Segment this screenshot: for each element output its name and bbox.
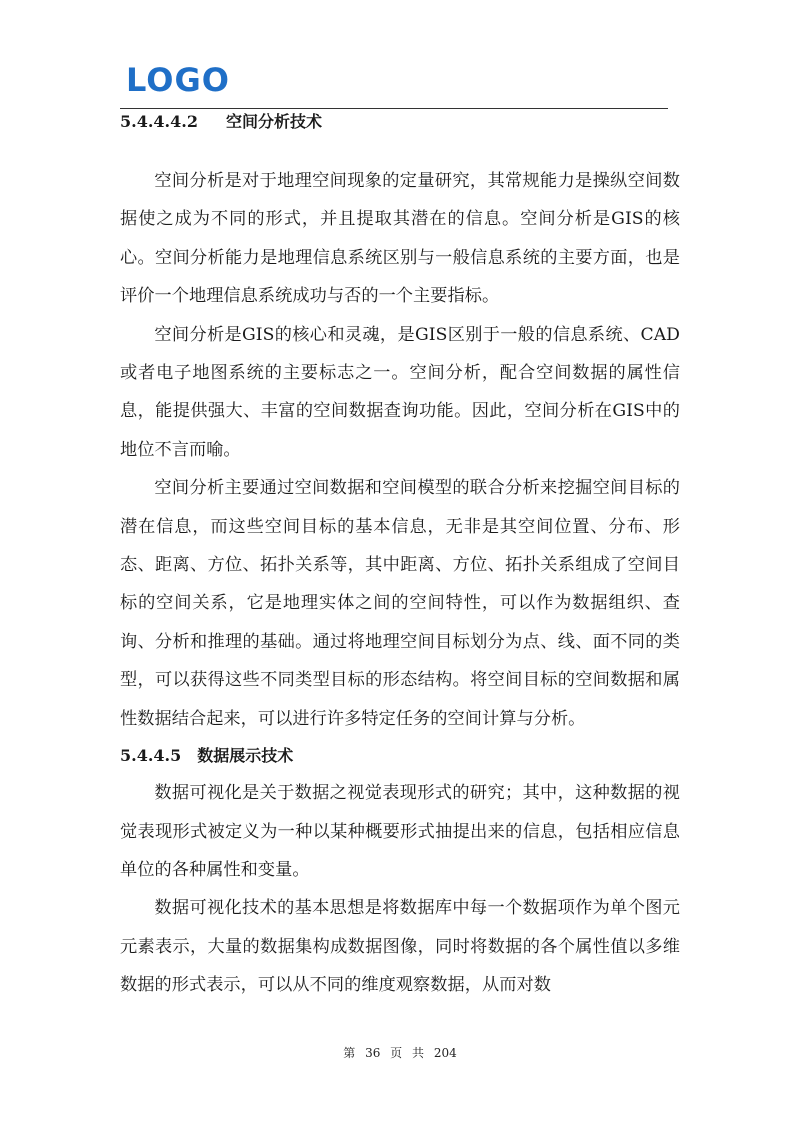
page-header (120, 60, 668, 109)
paragraph: 空间分析是对于地理空间现象的定量研究，其常规能力是操纵空间数据使之成为不同的形式，并且提取其潜在的信息。空间分析是GIS的核心。空间分析能力是地理信息系统区别与一般信息系统的主要方面，也是评价一个地理信息系统成功与否的一个主要指标。 (120, 171, 680, 307)
page-footer (0, 1044, 800, 1061)
paragraph: 数据可视化技术的基本思想是将数据库中每一个数据项作为单个图元元素表示，大量的数据集构成数据图像，同时将数据的各个属性值以多维数据的形式表示，可以从不同的维度观察数据，从而对数 (120, 898, 680, 996)
section-title: 空间分析技术 (225, 112, 322, 131)
page-unit: 页 (390, 1046, 403, 1060)
paragraph: 空间分析主要通过空间数据和空间模型的联合分析来挖掘空间目标的潜在信息，而这些空间目标的基本信息，无非是其空间位置、分布、形态、距离、方位、拓扑关系等，其中距离、方位、拓扑关系组成了空间目标的空间关系，它是地理实体之间的空间特性，可以作为数据组织、查询、分析和推理的基础。通过将地理空间目标划分为点、线、面不同的类型，可以获得这些不同类型目标的形态结构。将空间目标的空间数据和属性数据结合起来，可以进行许多特定任务的空间计算与分析。 (120, 478, 680, 729)
paragraph: 空间分析是GIS的核心和灵魂，是GIS区别于一般的信息系统、CAD或者电子地图系统的主要标志之一。空间分析，配合空间数据的属性信息，能提供强大、丰富的空间数据查询功能。因此，空间分析在GIS中的地位不言而喻。 (120, 324, 680, 460)
document-body (120, 108, 680, 1005)
section-heading-spatial-analysis (120, 108, 680, 136)
section-number: 5.4.4.5 (120, 746, 182, 766)
total-prefix: 共 (412, 1046, 425, 1060)
total-pages: 204 (433, 1046, 457, 1060)
paragraph: 数据可视化是关于数据之视觉表现形式的研究；其中，这种数据的视觉表现形式被定义为一种以某种概要形式抽提出来的信息，包括相应信息单位的各种属性和变量。 (120, 783, 680, 880)
section-heading-data-display (120, 742, 680, 770)
logo: LOGO (126, 61, 230, 99)
section-title: 数据展示技术 (197, 746, 294, 766)
page-number: 36 (365, 1046, 381, 1060)
footer-prefix: 第 (343, 1046, 356, 1060)
section-number: 5.4.4.4.2 (120, 112, 198, 131)
